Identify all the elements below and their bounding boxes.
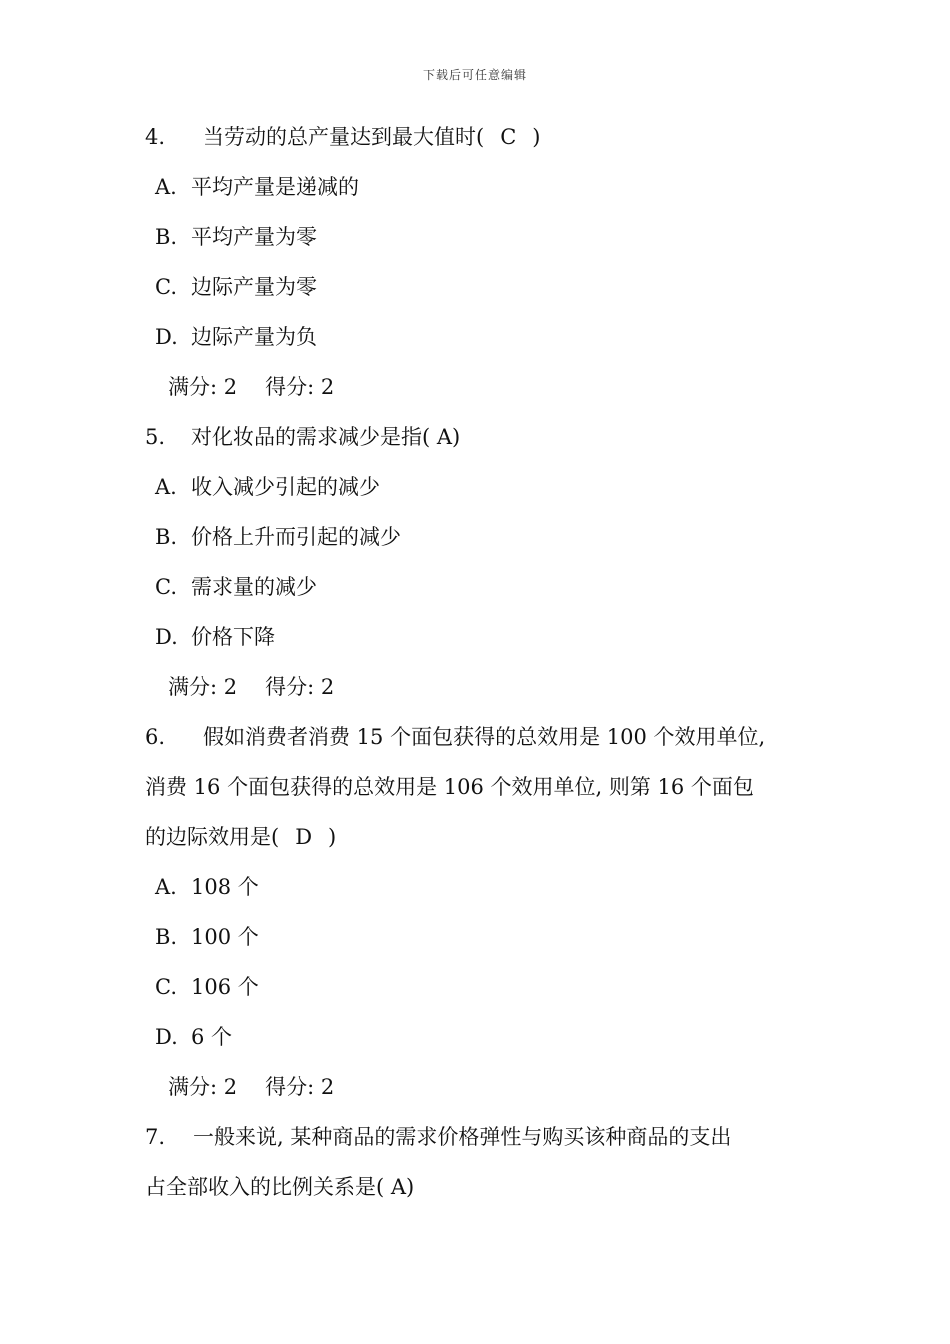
option-text: 106 个 xyxy=(191,975,259,999)
option-row xyxy=(155,923,259,951)
question-4-stem xyxy=(145,123,540,151)
question-7-stem-line-1 xyxy=(145,1123,731,1151)
option-row xyxy=(155,1023,232,1051)
question-text: 的边际效用是( xyxy=(145,825,280,849)
option-text: 边际产量为负 xyxy=(191,325,317,349)
option-letter: D. xyxy=(155,1025,178,1049)
option-row xyxy=(155,323,317,351)
option-letter: C. xyxy=(155,975,177,999)
option-letter: C. xyxy=(155,575,177,599)
option-row xyxy=(155,523,401,551)
option-letter: D. xyxy=(155,625,178,649)
question-number: 5. xyxy=(145,425,166,449)
header-note: 下载后可任意编辑 xyxy=(422,68,527,82)
close-paren: ) xyxy=(328,825,337,849)
option-text: 收入减少引起的减少 xyxy=(191,475,380,499)
option-text: 价格下降 xyxy=(191,625,275,649)
option-row xyxy=(155,273,317,301)
question-text: 当劳动的总产量达到最大值时( xyxy=(203,125,485,149)
option-text: 价格上升而引起的减少 xyxy=(191,525,401,549)
answer-letter: D xyxy=(295,825,313,849)
got-score-value: 2 xyxy=(320,675,335,699)
option-text: 108 个 xyxy=(191,875,259,899)
full-score-label: 满分: xyxy=(168,1075,218,1099)
full-score-value: 2 xyxy=(223,375,238,399)
option-row xyxy=(155,973,259,1001)
question-text: 假如消费者消费 15 个面包获得的总效用是 100 个效用单位, xyxy=(203,725,766,749)
option-row xyxy=(155,473,380,501)
question-6-stem-line-3 xyxy=(145,823,336,851)
option-letter: B. xyxy=(155,225,178,249)
option-letter: D. xyxy=(155,325,178,349)
got-score-label: 得分: xyxy=(265,375,315,399)
option-letter: C. xyxy=(155,275,177,299)
question-text: 对化妆品的需求减少是指( A) xyxy=(191,425,461,449)
question-number: 6. xyxy=(145,725,166,749)
option-text: 平均产量是递减的 xyxy=(191,175,359,199)
question-number: 4. xyxy=(145,125,166,149)
full-score-label: 满分: xyxy=(168,675,218,699)
option-text: 边际产量为零 xyxy=(191,275,317,299)
answer-letter: C xyxy=(500,125,517,149)
got-score-value: 2 xyxy=(320,1075,335,1099)
score-row xyxy=(168,373,334,401)
got-score-value: 2 xyxy=(320,375,335,399)
question-text: 一般来说, 某种商品的需求价格弹性与购买该种商品的支出 xyxy=(193,1125,732,1149)
option-row xyxy=(155,173,359,201)
option-row xyxy=(155,573,317,601)
option-letter: A. xyxy=(155,475,177,499)
option-text: 平均产量为零 xyxy=(191,225,317,249)
option-row xyxy=(155,873,259,901)
got-score-label: 得分: xyxy=(265,675,315,699)
question-5-stem xyxy=(145,423,460,451)
got-score-label: 得分: xyxy=(265,1075,315,1099)
score-row xyxy=(168,673,334,701)
score-row xyxy=(168,1073,334,1101)
question-6-stem-line-2: 消费 16 个面包获得的总效用是 106 个效用单位, 则第 16 个面包 xyxy=(145,775,754,799)
option-text: 需求量的减少 xyxy=(191,575,317,599)
option-row xyxy=(155,623,275,651)
option-text: 100 个 xyxy=(191,925,259,949)
option-row xyxy=(155,223,317,251)
option-text: 6 个 xyxy=(191,1025,233,1049)
full-score-label: 满分: xyxy=(168,375,218,399)
option-letter: B. xyxy=(155,525,178,549)
question-7-stem-line-2: 占全部收入的比例关系是( A) xyxy=(145,1175,415,1199)
option-letter: A. xyxy=(155,875,177,899)
full-score-value: 2 xyxy=(223,1075,238,1099)
option-letter: B. xyxy=(155,925,178,949)
full-score-value: 2 xyxy=(223,675,238,699)
close-paren: ) xyxy=(532,125,541,149)
question-6-stem-line-1 xyxy=(145,723,765,751)
question-number: 7. xyxy=(145,1125,166,1149)
option-letter: A. xyxy=(155,175,177,199)
